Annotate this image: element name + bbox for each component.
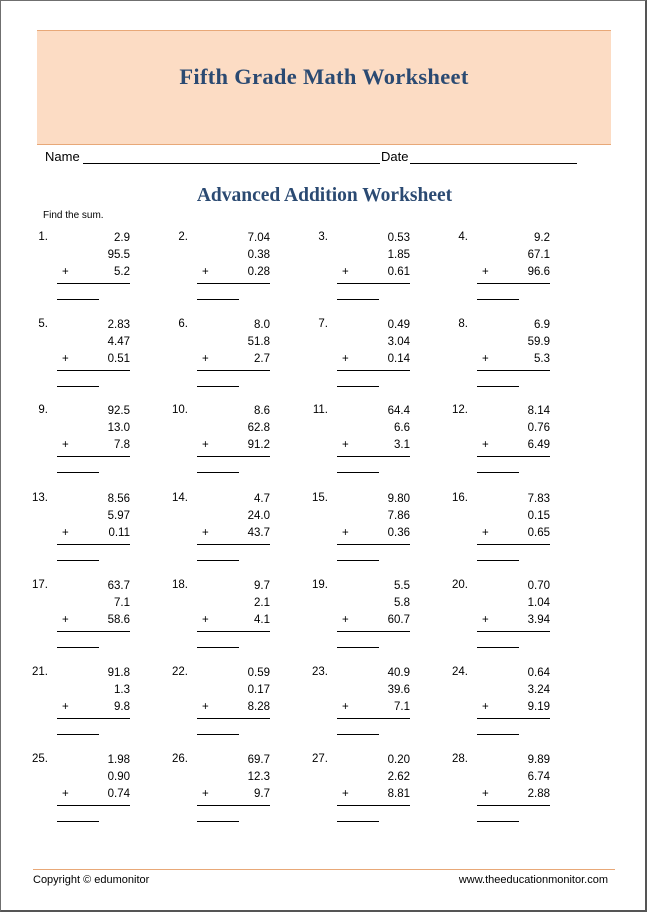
answer-line[interactable] — [337, 299, 379, 300]
problem-12 — [440, 404, 550, 474]
addend-2: 51.8 — [247, 336, 270, 348]
plus-sign: + — [62, 527, 69, 539]
plus-sign: + — [482, 788, 489, 800]
addend-1: 8.6 — [254, 405, 270, 417]
addend-1: 8.0 — [254, 319, 270, 331]
sum-rule — [57, 631, 130, 632]
sum-rule — [337, 631, 410, 632]
problem-number: 7. — [318, 318, 328, 330]
sum-rule — [337, 370, 410, 371]
answer-line[interactable] — [197, 299, 239, 300]
problem-number: 3. — [318, 231, 328, 243]
addend-1: 9.89 — [527, 754, 550, 766]
problem-1 — [20, 231, 130, 301]
problem-3 — [300, 231, 410, 301]
problem-number: 5. — [38, 318, 48, 330]
addend-1: 0.70 — [527, 580, 550, 592]
problem-11 — [300, 404, 410, 474]
addend-2: 24.0 — [247, 510, 270, 522]
addend-3: 7.1 — [394, 701, 410, 713]
addend-1: 6.9 — [534, 319, 550, 331]
addend-2: 5.8 — [394, 597, 410, 609]
addend-2: 1.04 — [527, 597, 550, 609]
answer-line[interactable] — [197, 386, 239, 387]
addend-3: 6.49 — [527, 439, 550, 451]
problem-9 — [20, 404, 130, 474]
problem-17 — [20, 579, 130, 649]
sum-rule — [197, 283, 270, 284]
sum-rule — [477, 370, 550, 371]
addend-1: 9.7 — [254, 580, 270, 592]
answer-line[interactable] — [337, 386, 379, 387]
sum-rule — [337, 805, 410, 806]
addend-1: 69.7 — [247, 754, 270, 766]
plus-sign: + — [342, 788, 349, 800]
problem-21 — [20, 666, 130, 736]
addend-3: 58.6 — [107, 614, 130, 626]
addend-1: 7.04 — [247, 232, 270, 244]
problem-number: 6. — [178, 318, 188, 330]
addend-2: 12.3 — [247, 771, 270, 783]
problem-number: 27. — [312, 753, 328, 765]
problem-7 — [300, 318, 410, 388]
problem-number: 4. — [458, 231, 468, 243]
addend-2: 7.86 — [387, 510, 410, 522]
name-field-line[interactable] — [83, 163, 380, 164]
problem-number: 10. — [172, 404, 188, 416]
addend-1: 9.2 — [534, 232, 550, 244]
addend-3: 3.1 — [394, 439, 410, 451]
plus-sign: + — [62, 701, 69, 713]
plus-sign: + — [482, 701, 489, 713]
addend-1: 0.49 — [387, 319, 410, 331]
addend-2: 4.47 — [107, 336, 130, 348]
addend-3: 9.7 — [254, 788, 270, 800]
addend-2: 7.1 — [114, 597, 130, 609]
answer-line[interactable] — [337, 560, 379, 561]
plus-sign: + — [342, 353, 349, 365]
addend-2: 1.85 — [387, 249, 410, 261]
addend-2: 1.3 — [114, 684, 130, 696]
problem-number: 17. — [32, 579, 48, 591]
plus-sign: + — [62, 439, 69, 451]
addend-3: 5.3 — [534, 353, 550, 365]
problem-number: 22. — [172, 666, 188, 678]
addend-1: 64.4 — [387, 405, 410, 417]
problem-number: 12. — [452, 404, 468, 416]
sum-rule — [197, 544, 270, 545]
addend-2: 67.1 — [527, 249, 550, 261]
problem-number: 13. — [32, 492, 48, 504]
addend-1: 0.64 — [527, 667, 550, 679]
plus-sign: + — [202, 527, 209, 539]
sum-rule — [57, 718, 130, 719]
worksheet-subtitle: Advanced Addition Worksheet — [196, 185, 453, 206]
problem-number: 20. — [452, 579, 468, 591]
problem-number: 2. — [178, 231, 188, 243]
sum-rule — [57, 456, 130, 457]
answer-line[interactable] — [57, 299, 99, 300]
plus-sign: + — [202, 701, 209, 713]
plus-sign: + — [202, 788, 209, 800]
plus-sign: + — [482, 266, 489, 278]
addend-3: 0.61 — [387, 266, 410, 278]
addend-3: 7.8 — [114, 439, 130, 451]
addend-2: 62.8 — [247, 422, 270, 434]
problem-28 — [440, 753, 550, 823]
problem-number: 21. — [32, 666, 48, 678]
addend-3: 8.28 — [247, 701, 270, 713]
problem-24 — [440, 666, 550, 736]
plus-sign: + — [482, 614, 489, 626]
addend-1: 2.9 — [114, 232, 130, 244]
answer-line[interactable] — [57, 472, 99, 473]
sum-rule — [57, 544, 130, 545]
addend-3: 0.11 — [108, 527, 130, 539]
problem-number: 28. — [452, 753, 468, 765]
addend-1: 1.98 — [107, 754, 130, 766]
sum-rule — [337, 456, 410, 457]
answer-line[interactable] — [337, 734, 379, 735]
sum-rule — [477, 805, 550, 806]
problem-number: 24. — [452, 666, 468, 678]
problem-8 — [440, 318, 550, 388]
problem-25 — [20, 753, 130, 823]
addend-1: 5.5 — [394, 580, 410, 592]
plus-sign: + — [202, 614, 209, 626]
problem-13 — [20, 492, 130, 562]
addend-3: 91.2 — [247, 439, 270, 451]
answer-line[interactable] — [197, 560, 239, 561]
addend-3: 2.7 — [254, 353, 270, 365]
addend-2: 2.1 — [254, 597, 270, 609]
problem-22 — [160, 666, 270, 736]
problem-number: 16. — [452, 492, 468, 504]
problem-27 — [300, 753, 410, 823]
problem-18 — [160, 579, 270, 649]
sum-rule — [57, 370, 130, 371]
problem-15 — [300, 492, 410, 562]
problem-6 — [160, 318, 270, 388]
addend-3: 0.65 — [527, 527, 550, 539]
problem-26 — [160, 753, 270, 823]
date-label: Date — [381, 149, 409, 164]
problem-number: 25. — [32, 753, 48, 765]
answer-line[interactable] — [197, 647, 239, 648]
answer-line[interactable] — [337, 821, 379, 822]
addend-2: 0.15 — [527, 510, 550, 522]
problem-5 — [20, 318, 130, 388]
answer-line[interactable] — [337, 647, 379, 648]
sum-rule — [477, 631, 550, 632]
addend-3: 43.7 — [247, 527, 270, 539]
sum-rule — [477, 544, 550, 545]
answer-line[interactable] — [477, 821, 519, 822]
plus-sign: + — [202, 439, 209, 451]
addend-2: 0.38 — [247, 249, 270, 261]
addend-2: 59.9 — [527, 336, 550, 348]
plus-sign: + — [342, 614, 349, 626]
plus-sign: + — [342, 701, 349, 713]
addend-2: 3.04 — [387, 336, 410, 348]
addend-2: 3.24 — [527, 684, 550, 696]
footer-divider — [33, 869, 615, 870]
problem-number: 26. — [172, 753, 188, 765]
sum-rule — [477, 456, 550, 457]
problem-16 — [440, 492, 550, 562]
addend-1: 40.9 — [387, 667, 410, 679]
plus-sign: + — [342, 527, 349, 539]
name-label: Name — [45, 149, 80, 164]
answer-line[interactable] — [197, 734, 239, 735]
addend-3: 60.7 — [387, 614, 410, 626]
problem-2 — [160, 231, 270, 301]
addend-3: 0.14 — [387, 353, 410, 365]
addend-1: 7.83 — [527, 493, 550, 505]
addend-3: 9.8 — [114, 701, 130, 713]
addend-3: 0.74 — [107, 788, 130, 800]
sum-rule — [477, 718, 550, 719]
addend-3: 9.19 — [527, 701, 550, 713]
problem-4 — [440, 231, 550, 301]
addend-1: 91.8 — [107, 667, 130, 679]
answer-line[interactable] — [477, 472, 519, 473]
addend-1: 0.53 — [387, 232, 410, 244]
problem-number: 14. — [172, 492, 188, 504]
sum-rule — [197, 370, 270, 371]
problem-number: 23. — [312, 666, 328, 678]
answer-line[interactable] — [57, 386, 99, 387]
answer-line[interactable] — [477, 299, 519, 300]
answer-line[interactable] — [477, 386, 519, 387]
addend-3: 2.88 — [527, 788, 550, 800]
addend-3: 5.2 — [114, 266, 130, 278]
answer-line[interactable] — [477, 560, 519, 561]
addend-1: 8.14 — [527, 405, 550, 417]
addend-3: 96.6 — [527, 266, 550, 278]
plus-sign: + — [62, 266, 69, 278]
answer-line[interactable] — [57, 821, 99, 822]
addend-1: 9.80 — [387, 493, 410, 505]
problem-number: 9. — [38, 404, 48, 416]
addend-2: 0.76 — [527, 422, 550, 434]
answer-line[interactable] — [57, 647, 99, 648]
addend-2: 13.0 — [107, 422, 130, 434]
problem-number: 8. — [458, 318, 468, 330]
answer-line[interactable] — [477, 647, 519, 648]
sum-rule — [197, 631, 270, 632]
addend-3: 0.28 — [247, 266, 270, 278]
sum-rule — [477, 283, 550, 284]
page-title: Fifth Grade Math Worksheet — [179, 64, 469, 89]
plus-sign: + — [482, 527, 489, 539]
sum-rule — [337, 544, 410, 545]
problem-23 — [300, 666, 410, 736]
problem-number: 19. — [312, 579, 328, 591]
addend-2: 6.6 — [394, 422, 410, 434]
addend-2: 95.5 — [107, 249, 130, 261]
problem-19 — [300, 579, 410, 649]
sum-rule — [337, 283, 410, 284]
plus-sign: + — [342, 266, 349, 278]
answer-line[interactable] — [477, 734, 519, 735]
plus-sign: + — [62, 614, 69, 626]
plus-sign: + — [62, 788, 69, 800]
addend-1: 2.83 — [107, 319, 130, 331]
addend-2: 6.74 — [527, 771, 550, 783]
plus-sign: + — [202, 353, 209, 365]
plus-sign: + — [482, 353, 489, 365]
footer-copyright: Copyright © edumonitor — [33, 874, 150, 886]
sum-rule — [197, 805, 270, 806]
addend-1: 4.7 — [254, 493, 270, 505]
sum-rule — [197, 456, 270, 457]
sum-rule — [197, 718, 270, 719]
sum-rule — [337, 718, 410, 719]
addend-1: 0.20 — [387, 754, 410, 766]
problem-10 — [160, 404, 270, 474]
addend-2: 0.17 — [247, 684, 270, 696]
sum-rule — [57, 805, 130, 806]
addend-1: 92.5 — [107, 405, 130, 417]
answer-line[interactable] — [57, 560, 99, 561]
addend-3: 0.36 — [387, 527, 410, 539]
plus-sign: + — [202, 266, 209, 278]
answer-line[interactable] — [337, 472, 379, 473]
addend-3: 0.51 — [107, 353, 130, 365]
addend-1: 63.7 — [107, 580, 130, 592]
problem-20 — [440, 579, 550, 649]
problem-14 — [160, 492, 270, 562]
instructions: Find the sum. — [43, 210, 104, 221]
addend-2: 5.97 — [107, 510, 130, 522]
addend-3: 8.81 — [387, 788, 410, 800]
addend-2: 39.6 — [387, 684, 410, 696]
plus-sign: + — [482, 439, 489, 451]
addend-1: 0.59 — [247, 667, 270, 679]
addend-3: 4.1 — [254, 614, 270, 626]
answer-line[interactable] — [57, 734, 99, 735]
sum-rule — [57, 283, 130, 284]
addend-2: 0.90 — [107, 771, 130, 783]
problem-number: 11. — [312, 404, 328, 416]
footer-website: www.theeducationmonitor.com — [458, 874, 608, 886]
date-field-line[interactable] — [410, 163, 577, 164]
plus-sign: + — [342, 439, 349, 451]
addend-2: 2.62 — [387, 771, 410, 783]
plus-sign: + — [62, 353, 69, 365]
addend-1: 8.56 — [107, 493, 130, 505]
answer-line[interactable] — [197, 821, 239, 822]
problem-number: 1. — [38, 231, 48, 243]
problem-number: 15. — [312, 492, 328, 504]
addend-3: 3.94 — [527, 614, 550, 626]
answer-line[interactable] — [197, 472, 239, 473]
problem-number: 18. — [172, 579, 188, 591]
